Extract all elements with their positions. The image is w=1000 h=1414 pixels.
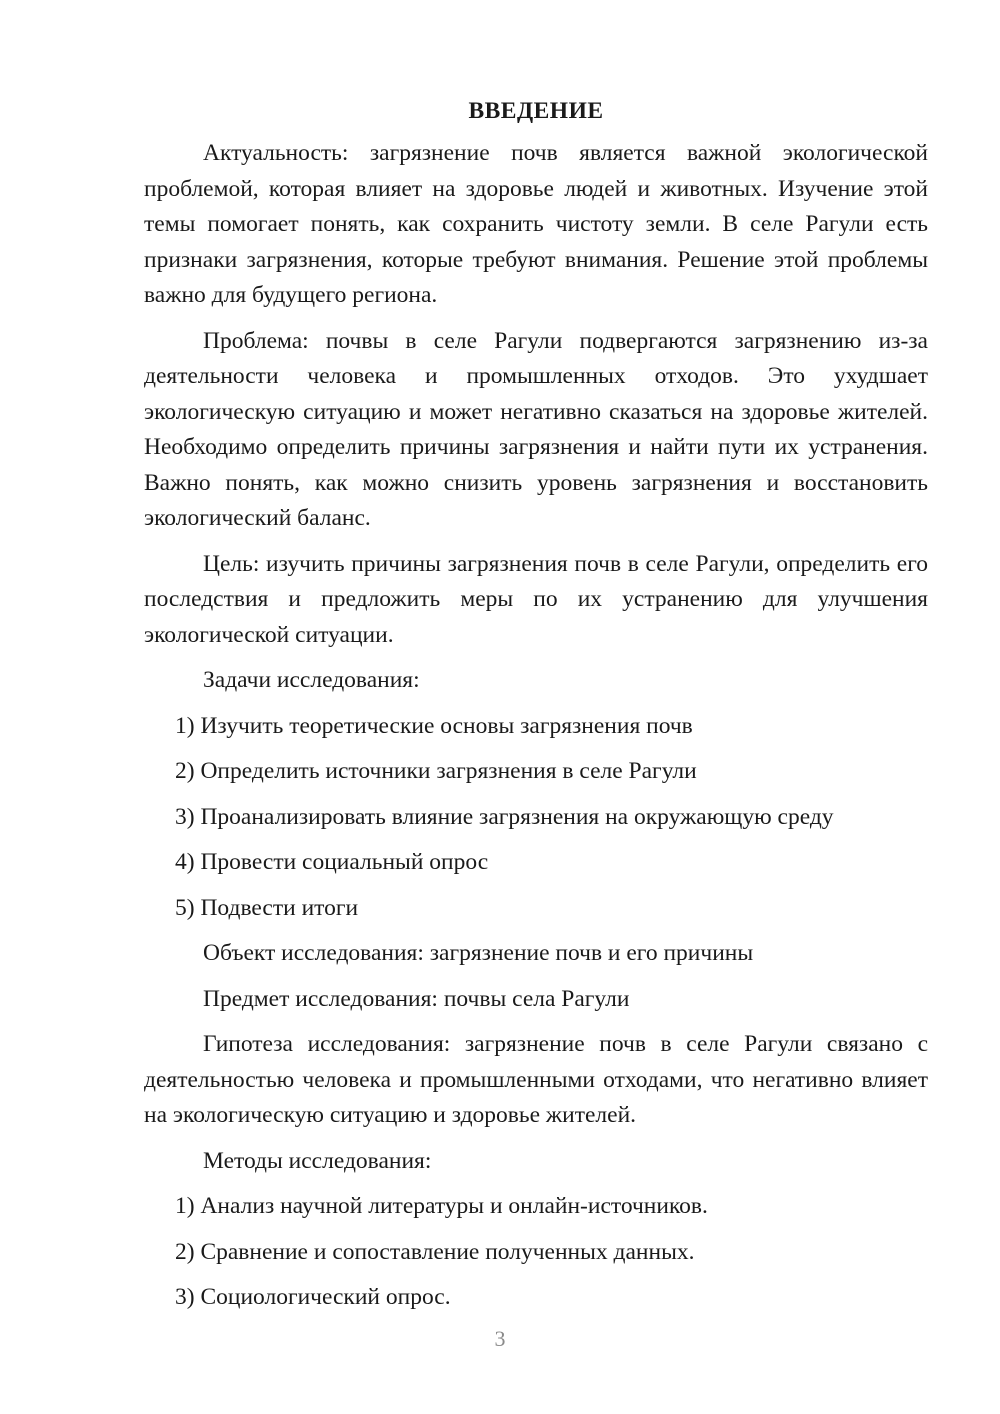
relevance-paragraph: Актуальность: загрязнение почв является важной экологической проблемой, которая влияет на здоровье людей и животных. Изучение этой темы помогает понять, как сохранить чистоту земли. В селе Рагули есть признаки загрязнения, которые требуют внимания. Решение этой проблемы важно для будущего региона. <box>144 140 928 308</box>
goal-paragraph: Цель: изучить причины загрязнения почв в селе Рагули, определить его последствия и предложить меры по их устранению для улучшения экологической ситуации. <box>144 550 928 648</box>
list-item: 1) Анализ научной литературы и онлайн-источников. <box>175 1193 708 1219</box>
list-item: 1) Изучить теоретические основы загрязнения почв <box>175 712 693 739</box>
list-item: 2) Сравнение и сопоставление полученных данных. <box>175 1238 695 1265</box>
list-item: 2) Определить источники загрязнения в селе Рагули <box>175 758 697 784</box>
list-item: 3) Проанализировать влияние загрязнения на окружающую среду <box>175 803 834 830</box>
subject-line: Предмет исследования: почвы села Рагули <box>203 985 630 1012</box>
list-item: 3) Социологический опрос. <box>175 1284 451 1310</box>
tasks-heading: Задачи исследования: <box>203 667 420 693</box>
section-heading: ВВЕДЕНИЕ <box>468 98 604 124</box>
list-item: 5) Подвести итоги <box>175 894 359 921</box>
list-item: 4) Провести социальный опрос <box>175 849 489 875</box>
problem-paragraph: Проблема: почвы в селе Рагули подвергаются загрязнению из-за деятельности человека и промышленных отходов. Это ухудшает экологическую ситуацию и может негативно сказаться на здоровье жителей. Необходимо определить причины загрязнения и найти пути их устранения. Важно понять, как можно снизить уровень загрязнения и восстановить экологический баланс. <box>144 327 928 531</box>
page-number: 3 <box>494 1326 506 1351</box>
methods-heading: Методы исследования: <box>203 1147 432 1174</box>
object-line: Объект исследования: загрязнение почв и его причины <box>203 940 754 966</box>
tasks-list <box>144 709 928 927</box>
methods-list <box>144 1189 928 1316</box>
hypothesis-paragraph: Гипотеза исследования: загрязнение почв в селе Рагули связано с деятельностью человека и промышленными отходами, что негативно влияет на экологическую ситуацию и здоровье жителей. <box>144 1031 928 1128</box>
document-page <box>144 92 928 1316</box>
